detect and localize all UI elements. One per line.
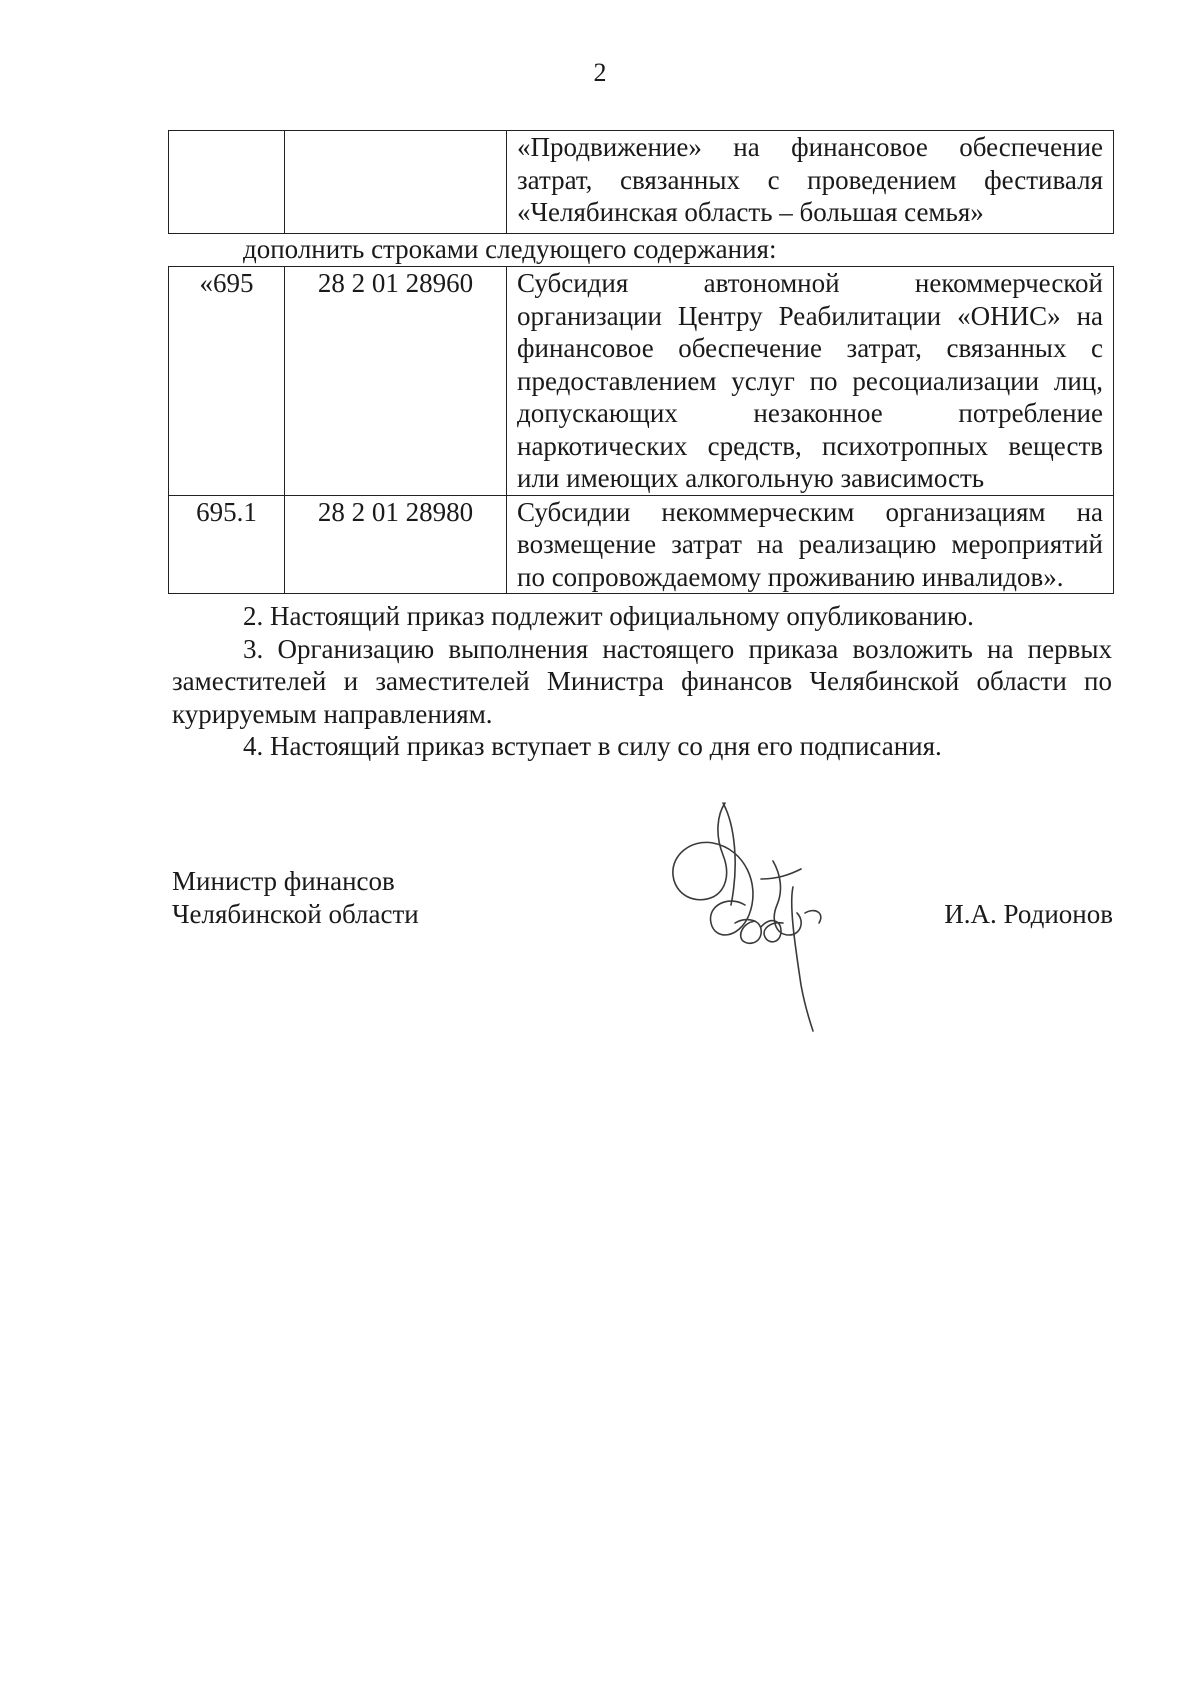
- row-number-cell: [169, 131, 285, 234]
- budget-table-continued: [168, 130, 1114, 234]
- handwritten-signature: [665, 795, 855, 1035]
- page-number: 2: [593, 58, 607, 87]
- row-description-cell: Субсидия автономной некоммерческой организации Центру Реабилитации «ОНИС» на финансовое обеспечение затрат, связанных с предоставлением услуг по ресоциализации лиц, допускающих незаконное потребление наркотических средств, психотропных веществ или имеющих алкогольную зависимость: [507, 267, 1114, 496]
- budget-table-new-rows: [168, 266, 1114, 594]
- row-number-cell: «695: [169, 267, 285, 496]
- row-code-cell: [285, 131, 507, 234]
- clause-3: 3. Организацию выполнения настоящего приказа возложить на первых заместителей и заместителей Министра финансов Челябинской области по курируемым направлениям.: [172, 633, 1112, 729]
- row-code-cell: 28 2 01 28980: [285, 495, 507, 594]
- row-description-cell: «Продвижение» на финансовое обеспечение затрат, связанных с проведением фестиваля «Челябинская область – большая семья»: [507, 131, 1114, 234]
- clause-2: 2. Настоящий приказ подлежит официальному опубликованию.: [243, 601, 974, 631]
- table-row: [169, 495, 1114, 594]
- clause-4: 4. Настоящий приказ вступает в силу со дня его подписания.: [243, 731, 942, 761]
- row-number-cell: 695.1: [169, 495, 285, 594]
- table-row: [169, 267, 1114, 496]
- signatory-name: И.А. Родионов: [944, 899, 1113, 929]
- signatory-position-line-2: Челябинской области: [172, 899, 419, 929]
- row-code-cell: 28 2 01 28960: [285, 267, 507, 496]
- row-description-cell: Субсидии некоммерческим организациям на возмещение затрат на реализацию мероприятий по сопровождаемому проживанию инвалидов».: [507, 495, 1114, 594]
- signatory-position: [172, 865, 419, 931]
- order-clauses: [172, 600, 1112, 763]
- table-row: [169, 131, 1114, 234]
- amendment-intro-text: дополнить строками следующего содержания:: [243, 234, 777, 264]
- signatory-position-line-1: Министр финансов: [172, 866, 395, 896]
